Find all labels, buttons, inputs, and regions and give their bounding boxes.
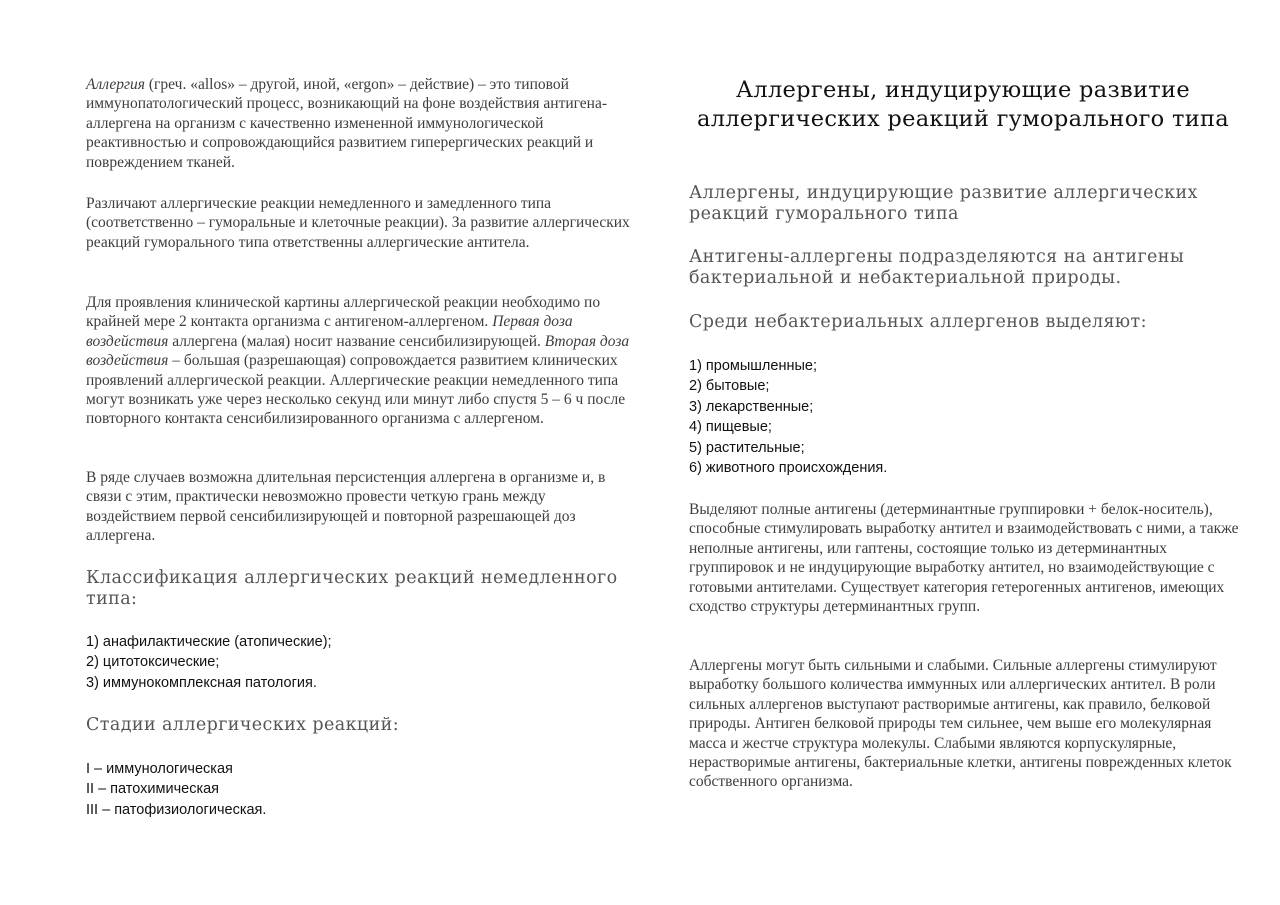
stages-list: [86, 759, 266, 820]
antigens-heading: Антигены-аллергены подразделяются на антигены бактериальной и небактериальной природы.: [689, 247, 1185, 288]
allergy-definition-text: (греч. «allos» – другой, иной, «ergon» – действие) – это типовой иммунопатологический процесс, возникающий на фоне воздействия антигена-аллергена на организм с качественно измененной иммунологической реактивностью и сопровождающийся развитием гиперергических реакций и повреждением тканей.: [86, 76, 608, 171]
clinical-text-e: – большая (разрешающая) сопровождается развитием клинических проявлений аллергической реакции. Аллергические реакции немедленного типа могут возникать уже через несколько секунд или минут либо спустя 5 – 6 ч после повторного контакта сенсибилизированного организма с аллергеном.: [86, 352, 626, 428]
list-item: 2) цитотоксические;: [86, 654, 220, 671]
list-item: II – патохимическая: [86, 781, 220, 798]
antigen-types-paragraph: Выделяют полные антигены (детерминантные группировки + белок-носитель), способные стимулировать выработку антител и взаимодействовать с ними, а также неполные антигены, или гаптены, состоящие только из детерминантных группировок и не индуцирующие выработку антител, но взаимодействующие с готовыми антителами. Существует категория гетерогенных антигенов, имеющих сходство структуры детерминантных групп.: [689, 501, 1239, 616]
list-item: 1) анафилактические (атопические);: [86, 634, 332, 650]
list-item: I – иммунологическая: [86, 761, 233, 777]
reaction-types-paragraph: Различают аллергические реакции немедленного и замедленного типа (соответственно – гуморальные и клеточные реакции). За развитие аллергических реакций гуморального типа ответственны аллергические антитела.: [86, 195, 630, 251]
list-item: 2) бытовые;: [689, 378, 770, 395]
clinical-text-c: аллергена (малая) носит название сенсибилизирующей.: [168, 332, 545, 350]
list-item: 3) иммунокомплексная патология.: [86, 674, 317, 691]
list-item: 3) лекарственные;: [689, 398, 814, 415]
list-item: 5) растительные;: [689, 439, 805, 456]
persistence-paragraph: В ряде случаев возможна длительная персистенция аллергена в организме и, в связи с этим, практически невозможно провести четкую грань между воздействием первой сенсибилизирующей и повторной разрешающей доз аллергена.: [86, 469, 606, 545]
allergy-definition-paragraph: [86, 75, 631, 172]
second-dose-term: Вторая доза воздействия: [86, 332, 630, 370]
first-dose-term: Первая доза воздействия: [86, 313, 573, 350]
allergy-term: Аллергия: [86, 76, 146, 93]
classification-heading: Классификация аллергических реакций немедленного типа:: [86, 568, 618, 609]
classification-list: [86, 632, 332, 693]
clinical-picture-paragraph: [86, 293, 631, 429]
allergen-strength-paragraph: Аллергены могут быть сильными и слабыми. Сильные аллергены стимулируют выработку большого количества иммунных или аллергических антител. В роли сильных аллергенов выступают растворимые антигены, как правило, белковой природы. Антиген белковой природы тем сильнее, чем выше его молекулярная масса и жестче структура молекулы. Слабыми являются корпускулярные, нерастворимые антигены, бактериальные клетки, антигены поврежденных клеток собственного организма.: [689, 657, 1232, 791]
clinical-text-a: Для проявления клинической картины аллергической реакции необходимо по крайней мере 2 контакта организма с антигеном-аллергеном.: [86, 294, 601, 331]
subheading: Аллергены, индуцирующие развитие аллергических реакций гуморального типа: [689, 183, 1198, 224]
list-item: 6) животного происхождения.: [689, 460, 888, 477]
list-item: III – патофизиологическая.: [86, 801, 267, 818]
stages-heading: Стадии аллергических реакций:: [86, 715, 399, 735]
page-title: Аллергены, индуцирующие развитие аллергических реакций гуморального типа: [696, 77, 1230, 132]
nonbacterial-list: [689, 356, 887, 478]
list-item: 4) пищевые;: [689, 419, 772, 436]
nonbacterial-heading: Среди небактериальных аллергенов выделяют:: [689, 312, 1147, 332]
list-item: 1) промышленные;: [689, 358, 817, 374]
